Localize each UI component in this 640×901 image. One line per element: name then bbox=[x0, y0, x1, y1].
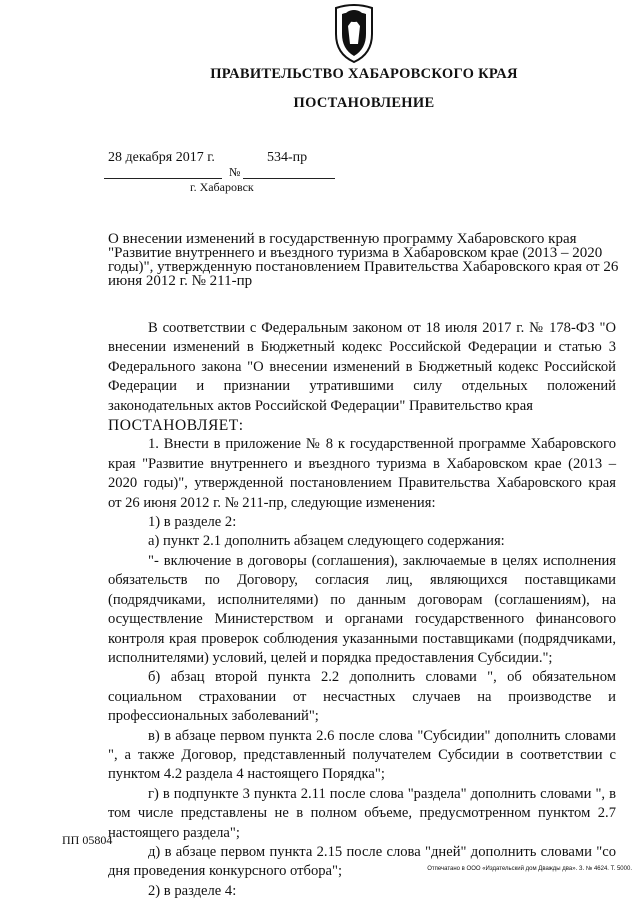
document-date: 28 декабря 2017 г. bbox=[108, 150, 215, 165]
organization-name: ПРАВИТЕЛЬСТВО ХАБАРОВСКОГО КРАЯ bbox=[210, 66, 518, 82]
paragraph-2: 1) в разделе 2: bbox=[148, 514, 237, 531]
document-body bbox=[108, 319, 616, 901]
document-code: ПП 05804 bbox=[62, 833, 113, 847]
number-underline bbox=[243, 178, 335, 179]
paragraph-3: а) пункт 2.1 дополнить абзацем следующего содержания: bbox=[148, 533, 505, 550]
paragraph-1: 1. Внести в приложение № 8 к государственной программе Хабаровского края "Развитие внутреннего и въездного туризма в Хабаровском крае (2013 – 2020 годы)", утвержденной постановлением Правительства Хабаровского края от 26 июня 2012 г. № 211-пр, следующие изменения: bbox=[108, 436, 616, 511]
paragraph-9: 2) в разделе 4: bbox=[148, 882, 237, 899]
paragraph-7: г) в подпункте 3 пункта 2.11 после слова "раздела" дополнить словами ", в том числе представлены не в полном объеме, предусмотренном пунктом 2.7 настоящего раздела"; bbox=[108, 785, 616, 841]
paragraph-6: в) в абзаце первом пункта 2.6 после слова "Субсидии" дополнить словами ", а также Договор, представленный получателем Субсидии в соответствии с пунктом 4.2 раздела 4 настоящего Порядка"; bbox=[108, 727, 616, 783]
preamble-paragraph: В соответствии с Федеральным законом от 18 июля 2017 г. № 178-ФЗ "О внесении изменений в Бюджетный кодекс Российской Федерации и статью 3 Федерального закона "О внесении изменений в Бюджетный кодекс Российской Федерации и признании утратившими силу отдельных положений законодательных актов Российской Федерации" Правительство края bbox=[108, 320, 616, 414]
city-label: г. Хабаровск bbox=[190, 180, 254, 194]
paragraph-5: б) абзац второй пункта 2.2 дополнить словами ", об обязательном социальном страховании от несчастных случаев на производстве и профессиональных заболеваний"; bbox=[108, 669, 616, 725]
decree-word: ПОСТАНОВЛЯЕТ: bbox=[108, 417, 244, 435]
paragraph-4: "- включение в договоры (соглашения), заключаемые в целях исполнения обязательств по Договору, согласия лиц, являющихся поставщиками (подрядчиками, исполнителями) по данным договорам (соглашениям), на осуществление Министерством и органами государственного финансового контроля края проверок соблюдения указанными поставщиками (подрядчиками, исполнителями) условий, целей и порядка предоставления Субсидии."; bbox=[108, 552, 616, 666]
paragraph-8: д) в абзаце первом пункта 2.15 после слова "дней" дополнить словами "со дня проведения конкурсного отбора"; bbox=[108, 843, 616, 880]
document-number: 534-пр bbox=[267, 150, 308, 165]
date-underline bbox=[104, 178, 222, 179]
printer-note: Отпечатано в ООО «Издательский дом Дважды два». З. № 4624. Т. 5000. bbox=[427, 866, 632, 872]
organization-header bbox=[44, 66, 640, 112]
document-type: ПОСТАНОВЛЕНИЕ bbox=[293, 95, 435, 111]
number-sign: № bbox=[229, 165, 241, 179]
coat-of-arms-icon bbox=[328, 4, 380, 64]
document-subject: О внесении изменений в государственную программу Хабаровского края "Развитие внутреннего и въездного туризма в Хабаровском крае (2013 – 2020 годы)", утвержденную постановлением Правительства Хабаровского края от 26 июня 2012 г. № 211-пр bbox=[108, 231, 619, 289]
